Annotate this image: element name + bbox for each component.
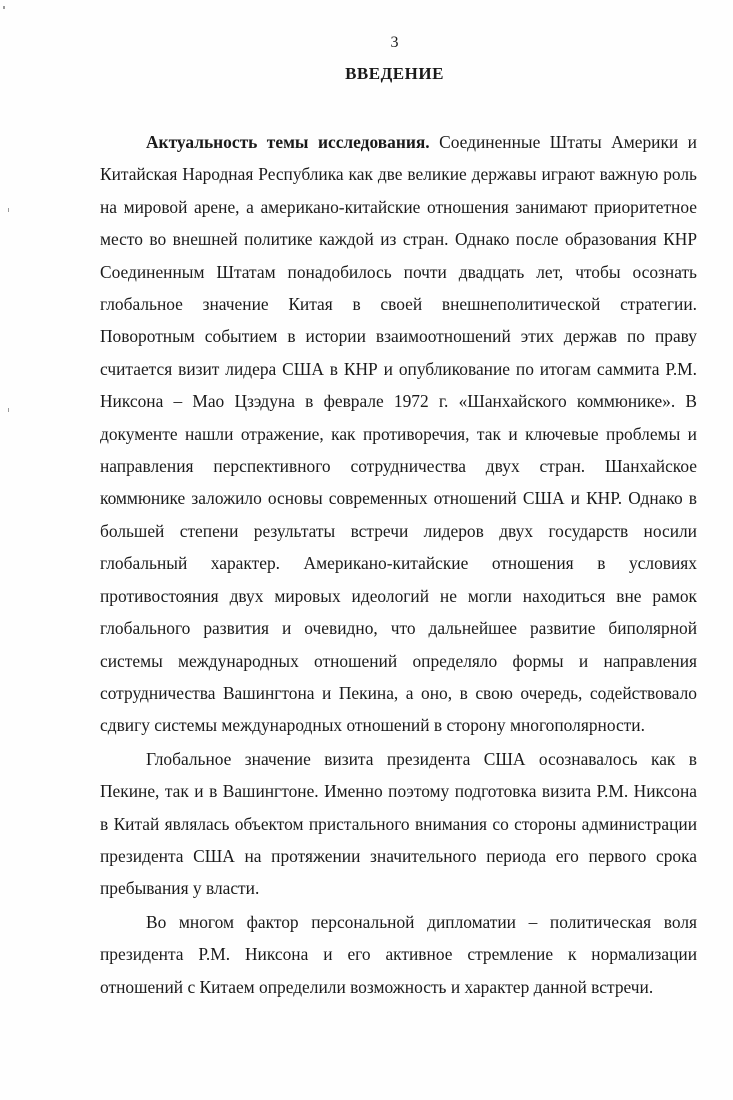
page-heading: ВВЕДЕНИЕ <box>345 64 444 83</box>
paragraph-2: Глобальное значение визита президента США осознавалось как в Пекине, так и в Вашингтоне. Именно поэтому подготовка визита Р.М. Никсона в Китай являлась объектом пристального внимания со стороны администрации президента США на протяжении значительного периода его первого срока пребывания у власти. <box>100 748 697 899</box>
scan-artifact-top <box>3 6 5 9</box>
scan-artifact-left-1 <box>8 208 9 212</box>
paragraph-1 <box>100 126 697 742</box>
paragraph-lead: Актуальность темы исследования. <box>146 132 430 152</box>
document-body <box>100 126 697 1003</box>
scan-artifact-left-2 <box>8 408 9 412</box>
page-number: 3 <box>390 34 399 51</box>
paragraph-3: Во многом фактор персональной дипломатии – политическая воля президента Р.М. Никсона и его активное стремление к нормализации отношений с Китаем определили возможность и характер данной встречи. <box>100 911 697 997</box>
paragraph-1-text: Соединенные Штаты Америки и Китайская Народная Республика как две великие державы играют важную роль на мировой арене, а американо-китайские отношения занимают приоритетное место во внешней политике каждой из стран. Однако после образования КНР Соединенным Штатам понадобилось почти двадцать лет, чтобы осознать глобальное значение Китая в своей внешнеполитической стратегии. Поворотным событием в истории взаимоотношений этих держав по праву считается визит лидера США в КНР и опубликование по итогам саммита Р.М. Никсона – Мао Цзэдуна в феврале 1972 г. «Шанхайского коммюнике». В документе нашли отражение, как противоречия, так и ключевые проблемы и направления перспективного сотрудничества двух стран. Шанхайское коммюнике заложило основы современных отношений США и КНР. Однако в большей степени результаты встречи лидеров двух государств носили глобальный характер. Американо-китайские отношения в условиях противостояния двух мировых идеологий не могли находиться вне рамок глобального развития и очевидно, что дальнейшее развитие биполярной системы международных отношений определяло формы и направления сотрудничества Вашингтона и Пекина, а оно, в свою очередь, содействовало сдвигу системы международных отношений в сторону многополярности. <box>100 132 697 736</box>
